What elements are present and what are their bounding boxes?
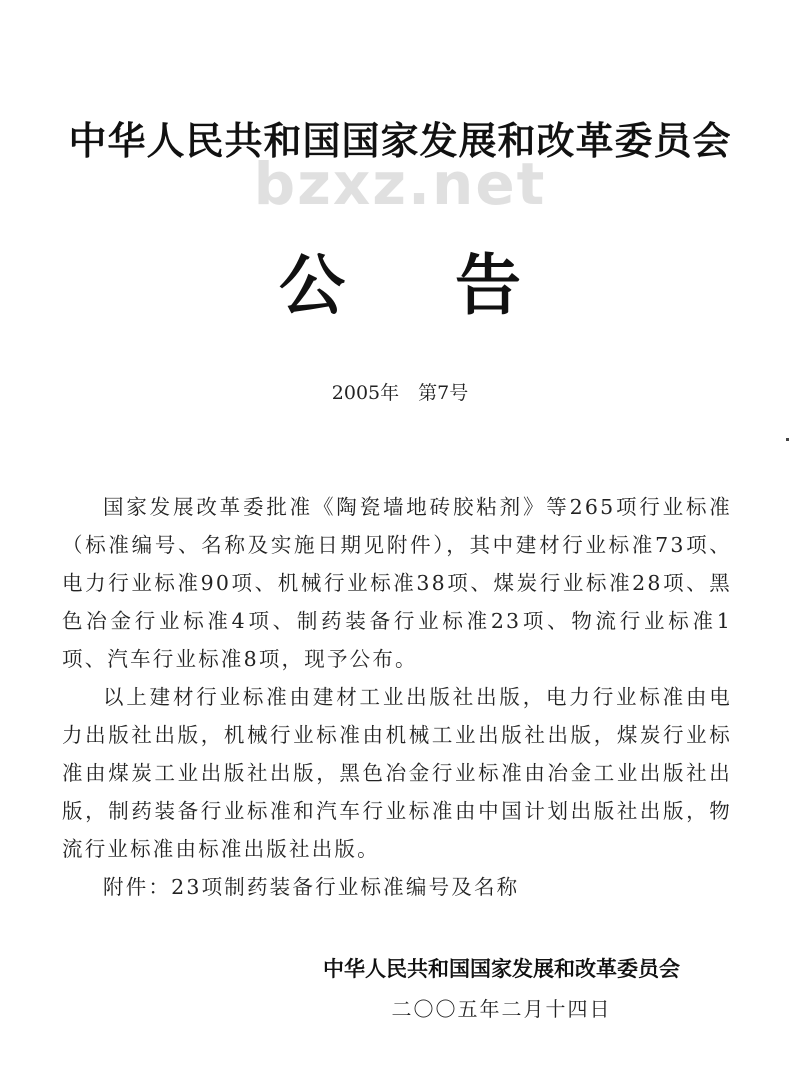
signature-block — [323, 953, 680, 1022]
body-paragraph-1: 国家发展改革委批准《陶瓷墙地砖胶粘剂》等265项行业标准（标准编号、名称及实施日期见附件），其中建材行业标准73项、电力行业标准90项、机械行业标准38项、煤炭行业标准28项、黑色冶金行业标准4项、制药装备行业标准23项、物流行业标准1项、汽车行业标准8项，现予公布。 — [62, 495, 732, 671]
signature-organization: 中华人民共和国国家发展和改革委员会 — [323, 957, 680, 981]
body-paragraph-2: 以上建材行业标准由建材工业出版社出版，电力行业标准由电力出版社出版，机械行业标准由机械工业出版社出版，煤炭行业标准由煤炭工业出版社出版，黑色冶金行业标准由冶金工业出版社出版，制药装备行业标准和汽车行业标准由中国计划出版社出版，物流行业标准由标准出版社出版。 — [62, 685, 732, 861]
attachment-note: 附件：23项制药装备行业标准编号及名称 — [103, 875, 520, 899]
scan-speck — [786, 438, 789, 441]
site-watermark: bzxz.net — [253, 150, 547, 218]
issuing-organization-title: 中华人民共和国国家发展和改革委员会 — [68, 119, 732, 163]
document-number: 2005年 第7号 — [331, 382, 469, 404]
document-type-heading: 公告 — [279, 247, 631, 324]
announcement-body — [62, 488, 732, 906]
signature-date: 二〇〇五年二月十四日 — [391, 997, 612, 1021]
